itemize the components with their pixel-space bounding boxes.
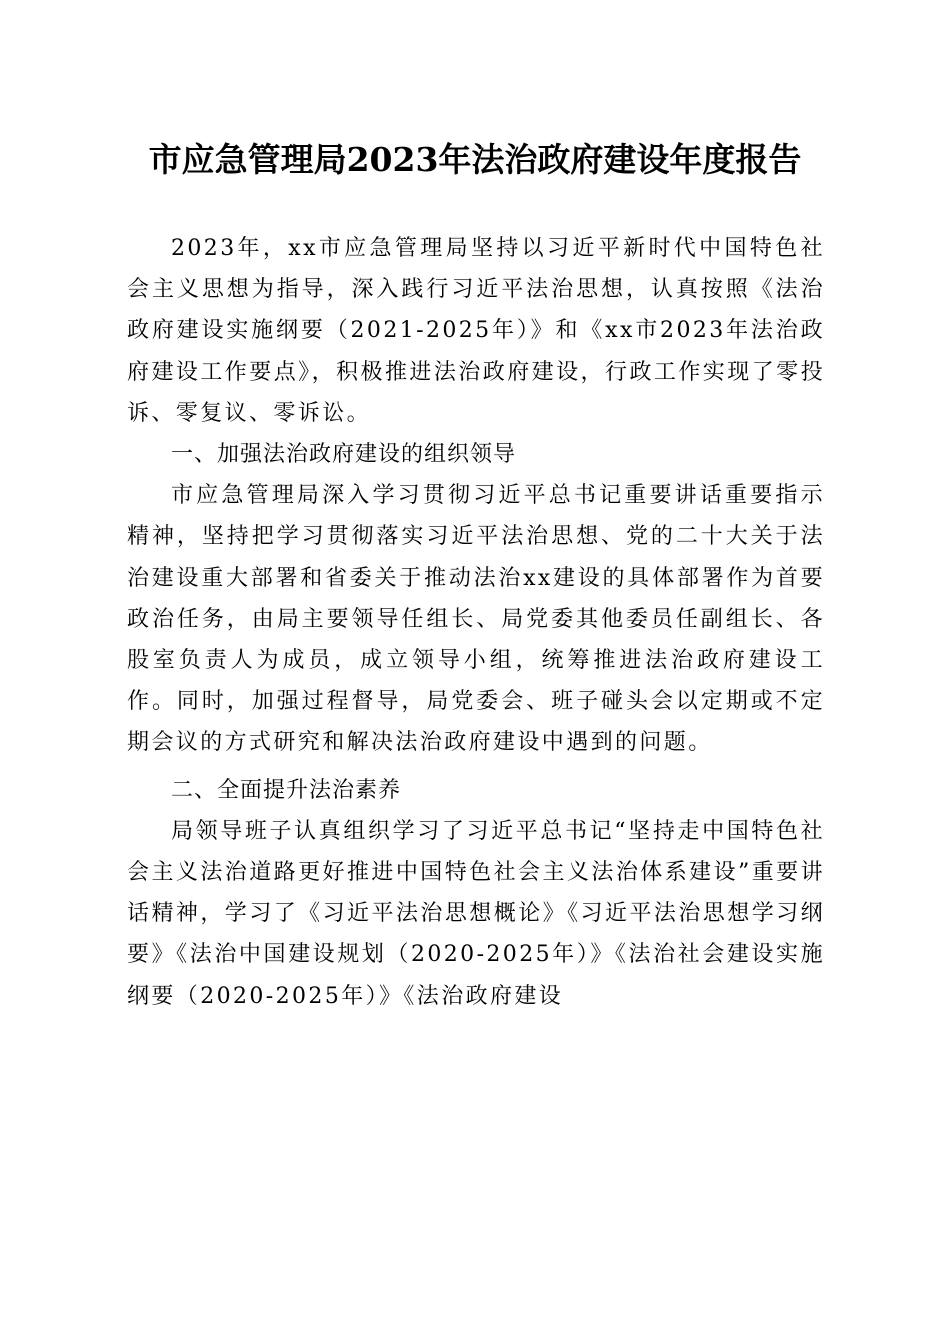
- section-1-paragraph: 市应急管理局深入学习贯彻习近平总书记重要讲话重要指示精神，坚持把学习贯彻落实习近平法治思想、党的二十大关于法治建设重大部署和省委关于推动法治xx建设的具体部署作为首要政治任务，由局主要领导任组长、局党委其他委员任副组长、各股室负责人为成员，成立领导小组，统筹推进法治政府建设工作。同时，加强过程督导，局党委会、班子碰头会以定期或不定期会议的方式研究和解决法治政府建设中遇到的问题。: [127, 483, 825, 756]
- section-2-paragraph: 局领导班子认真组织学习了习近平总书记“坚持走中国特色社会主义法治道路更好推进中国特色社会主义法治体系建设”重要讲话精神，学习了《习近平法治思想概论》《习近平法治思想学习纲要》《法治中国建设规划（2020-2025年）》《法治社会建设实施纲要（2020-2025年）》《法治政府建设: [127, 818, 825, 1009]
- document-body: [127, 228, 825, 1017]
- section-2-heading: 二、全面提升法治素养: [171, 777, 402, 803]
- section-1-heading: 一、加强法治政府建设的组织领导: [171, 442, 517, 468]
- intro-paragraph: 2023年，xx市应急管理局坚持以习近平新时代中国特色社会主义思想为指导，深入践行习近平法治思想，认真按照《法治政府建设实施纲要（2021-2025年）》和《xx市2023年法治政府建设工作要点》，积极推进法治政府建设，行政工作实现了零投诉、零复议、零诉讼。: [127, 236, 825, 426]
- document-title: 市应急管理局2023年法治政府建设年度报告: [148, 140, 802, 179]
